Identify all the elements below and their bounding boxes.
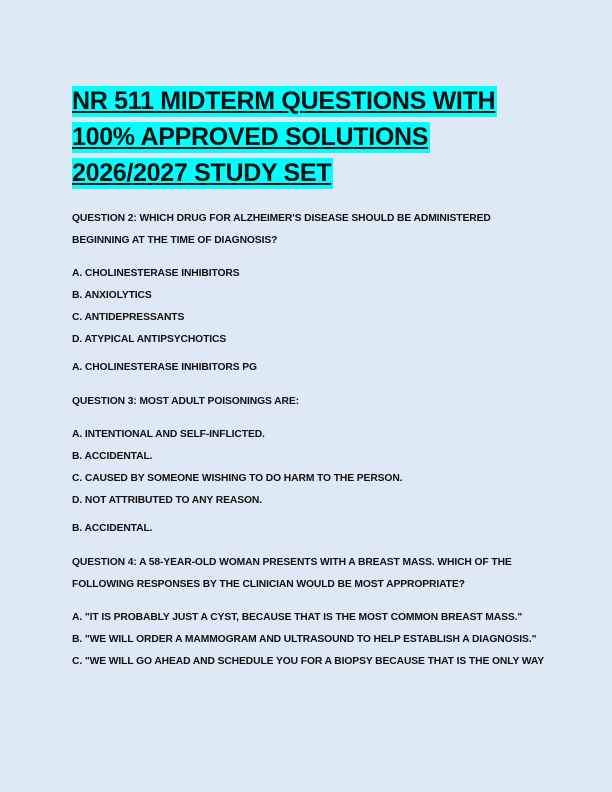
title-line-3: 2026/2027 STUDY SET: [72, 159, 332, 187]
answer-option: A. INTENTIONAL AND SELF-INFLICTED.: [72, 429, 265, 440]
question-block-3: [72, 391, 552, 552]
question-text-line: FOLLOWING RESPONSES BY THE CLINICIAN WOULD BE MOST APPROPRIATE?: [72, 579, 465, 590]
answer-option: B. "WE WILL ORDER A MAMMOGRAM AND ULTRASOUND TO HELP ESTABLISH A DIAGNOSIS.": [72, 634, 537, 645]
correct-answer: B. ACCIDENTAL.: [72, 523, 153, 534]
question-text-line: QUESTION 4: A 58-YEAR-OLD WOMAN PRESENTS WITH A BREAST MASS. WHICH OF THE: [72, 557, 512, 568]
question-text-line: QUESTION 2: WHICH DRUG FOR ALZHEIMER'S DISEASE SHOULD BE ADMINISTERED: [72, 213, 491, 224]
question-text-line: BEGINNING AT THE TIME OF DIAGNOSIS?: [72, 235, 278, 246]
answer-option: C. CAUSED BY SOMEONE WISHING TO DO HARM TO THE PERSON.: [72, 473, 403, 484]
title-line-2: 100% APPROVED SOLUTIONS: [72, 123, 429, 151]
answer-option: B. ANXIOLYTICS: [72, 290, 152, 301]
answer-option: C. ANTIDEPRESSANTS: [72, 312, 185, 323]
title-line-1: NR 511 MIDTERM QUESTIONS WITH: [72, 87, 496, 115]
answer-option: D. ATYPICAL ANTIPSYCHOTICS: [72, 334, 227, 345]
answer-option: A. "IT IS PROBABLY JUST A CYST, BECAUSE THAT IS THE MOST COMMON BREAST MASS.": [72, 612, 523, 623]
correct-answer: A. CHOLINESTERASE INHIBITORS PG: [72, 362, 257, 373]
answer-option: D. NOT ATTRIBUTED TO ANY REASON.: [72, 495, 262, 506]
answer-option: C. "WE WILL GO AHEAD AND SCHEDULE YOU FOR A BIOPSY BECAUSE THAT IS THE ONLY WAY: [72, 656, 545, 667]
question-block-2: [72, 208, 552, 391]
answer-option: A. CHOLINESTERASE INHIBITORS: [72, 268, 240, 279]
question-block-4: [72, 552, 552, 673]
document-page: [72, 86, 552, 673]
question-text-line: QUESTION 3: MOST ADULT POISONINGS ARE:: [72, 396, 299, 407]
document-title: [72, 86, 552, 194]
answer-option: B. ACCIDENTAL.: [72, 451, 153, 462]
